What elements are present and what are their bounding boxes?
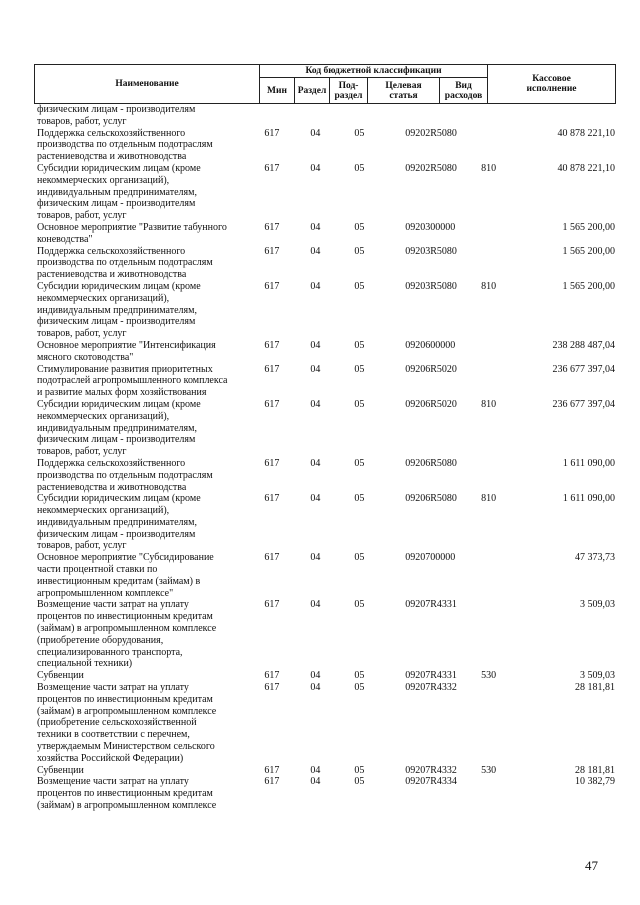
- row-razdel: 04: [310, 776, 321, 788]
- row-name-line: Основное мероприятие "Интенсификация: [37, 339, 216, 351]
- header-statya: [368, 78, 440, 104]
- row-min: 617: [264, 599, 280, 611]
- table-row: [34, 552, 615, 599]
- row-razdel: 04: [310, 245, 321, 257]
- row-statya: 09207R4334: [405, 776, 457, 788]
- row-name-line: Возмещение части затрат на уплату: [37, 776, 189, 788]
- row-razdel: 04: [310, 682, 321, 694]
- row-podrazdel: 05: [354, 764, 365, 776]
- row-name-line: товаров, работ, услуг: [37, 446, 127, 458]
- row-sum: 1 611 090,00: [562, 457, 615, 469]
- header-code-group: Код бюджетной классификации: [260, 65, 488, 78]
- row-name-line: утверждаемым Министерством сельского: [37, 741, 215, 753]
- row-razdel: 04: [310, 162, 321, 174]
- header-podrazdel-line2: раздел: [334, 90, 363, 101]
- row-vid: [475, 340, 508, 364]
- table-row: [34, 128, 615, 163]
- row-statya: 09207R4332: [405, 682, 457, 694]
- row-vid: [475, 599, 508, 670]
- row-name-line: производства по отдельным подотраслям: [37, 139, 213, 151]
- row-statya: 09206R5080: [405, 457, 457, 469]
- row-vid: 810: [481, 493, 497, 505]
- row-vid: 810: [481, 162, 497, 174]
- row-name-line: (займам) в агропромышленном комплексе: [37, 705, 217, 717]
- row-min: 617: [264, 245, 280, 257]
- row-statya: 09207R4331: [405, 599, 457, 611]
- row-name-line: некоммерческих организаций),: [37, 505, 170, 517]
- header-min: Мин: [260, 78, 295, 104]
- row-statya: 09203R5080: [405, 280, 457, 292]
- row-vid: [475, 104, 508, 128]
- row-name: [34, 682, 252, 765]
- row-name-line: растениеводства и животноводства: [37, 151, 187, 163]
- row-name-line: (займам) в агропромышленном комплексе: [37, 623, 217, 635]
- row-min: 617: [264, 776, 280, 788]
- row-sum: 10 382,79: [575, 776, 615, 788]
- row-name-line: товаров, работ, услуг: [37, 210, 127, 222]
- row-name-line: физическим лицам - производителям: [37, 316, 196, 328]
- row-min: 617: [264, 162, 280, 174]
- row-vid: [475, 682, 508, 765]
- row-razdel: 04: [310, 363, 321, 375]
- table-row: [34, 364, 615, 399]
- row-name: [34, 246, 252, 281]
- row-min: [252, 104, 298, 128]
- row-sum: 1 565 200,00: [562, 221, 615, 233]
- row-name-line: физическим лицам - производителям: [37, 198, 196, 210]
- row-name: [34, 765, 252, 777]
- row-name-line: Поддержка сельскохозяйственного: [37, 457, 186, 469]
- row-name-line: индивидуальным предпринимателям,: [37, 186, 197, 198]
- row-vid: [475, 552, 508, 599]
- row-name-line: Возмещение части затрат на уплату: [37, 599, 189, 611]
- row-sum: [508, 104, 615, 128]
- row-podrazdel: 05: [354, 599, 365, 611]
- row-podrazdel: 05: [354, 552, 365, 564]
- row-podrazdel: 05: [354, 245, 365, 257]
- row-vid: [475, 458, 508, 493]
- row-sum: 238 288 487,04: [552, 339, 615, 351]
- row-vid: [475, 128, 508, 163]
- row-name-line: части процентной ставки по: [37, 564, 158, 576]
- row-sum: 28 181,81: [575, 764, 615, 776]
- table-row: [34, 776, 615, 811]
- table-row: [34, 163, 615, 222]
- row-razdel: 04: [310, 127, 321, 139]
- row-name-line: растениеводства и животноводства: [37, 269, 187, 281]
- row-name: [34, 104, 252, 128]
- table-body: [34, 104, 615, 812]
- row-min: 617: [264, 127, 280, 139]
- row-name-line: производства по отдельным подотраслям: [37, 257, 213, 269]
- row-min: 617: [264, 398, 280, 410]
- row-podrazdel: 05: [354, 457, 365, 469]
- row-name-line: процентов по инвестиционным кредитам: [37, 693, 213, 705]
- row-name-line: некоммерческих организаций),: [37, 174, 170, 186]
- row-sum: 40 878 221,10: [557, 162, 615, 174]
- row-podrazdel: [344, 104, 391, 128]
- row-min: 617: [264, 552, 280, 564]
- header-razdel: Раздел: [295, 78, 330, 104]
- row-podrazdel: 05: [354, 280, 365, 292]
- row-sum: 3 509,03: [580, 599, 615, 611]
- row-statya: 09206R5080: [405, 493, 457, 505]
- row-name: [34, 399, 252, 458]
- page-number: 47: [585, 858, 598, 873]
- table-row: [34, 340, 615, 364]
- row-name-line: индивидуальным предпринимателям,: [37, 516, 197, 528]
- row-vid: 530: [481, 764, 497, 776]
- row-podrazdel: 05: [354, 682, 365, 694]
- row-sum: 1 565 200,00: [562, 280, 615, 292]
- row-name-line: некоммерческих организаций),: [37, 292, 170, 304]
- row-min: 617: [264, 493, 280, 505]
- row-razdel: 04: [310, 552, 321, 564]
- row-sum: 236 677 397,04: [552, 398, 615, 410]
- row-podrazdel: 05: [354, 221, 365, 233]
- row-name-line: специальной техники): [37, 658, 133, 670]
- row-name-line: процентов по инвестиционным кредитам: [37, 611, 213, 623]
- row-name-line: агропромышленном комплексе": [37, 587, 174, 599]
- row-name-line: Субвенции: [37, 764, 84, 776]
- row-sum: 3 509,03: [580, 670, 615, 682]
- row-min: 617: [264, 764, 280, 776]
- row-name-line: техники в соответствии с перечнем,: [37, 729, 190, 741]
- row-name-line: Субсидии юридическим лицам (кроме: [37, 280, 201, 292]
- row-min: 617: [264, 221, 280, 233]
- row-name-line: растениеводства и животноводства: [37, 481, 187, 493]
- row-name-line: Субсидии юридическим лицам (кроме: [37, 398, 201, 410]
- row-name: [34, 493, 252, 552]
- table-header: [34, 64, 616, 104]
- header-kassa-line1: Кассовое: [532, 74, 571, 84]
- row-razdel: 04: [310, 457, 321, 469]
- row-vid: [475, 222, 508, 246]
- row-sum: 28 181,81: [575, 682, 615, 694]
- row-name-line: Субсидии юридическим лицам (кроме: [37, 493, 201, 505]
- row-name: [34, 599, 252, 670]
- row-name-line: и развитие малых форм хозяйствования: [37, 387, 207, 399]
- row-podrazdel: 05: [354, 339, 365, 351]
- table-row: [34, 399, 615, 458]
- row-name-line: процентов по инвестиционным кредитам: [37, 788, 213, 800]
- row-min: 617: [264, 280, 280, 292]
- row-name: [34, 458, 252, 493]
- row-razdel: 04: [310, 670, 321, 682]
- row-podrazdel: 05: [354, 493, 365, 505]
- row-name-line: производства по отдельным подотраслям: [37, 469, 213, 481]
- row-min: 617: [264, 457, 280, 469]
- header-podrazdel-line1: Под-: [338, 80, 359, 91]
- row-name: [34, 128, 252, 163]
- row-name-line: (приобретение оборудования,: [37, 634, 164, 646]
- row-statya: 0920300000: [405, 221, 456, 233]
- row-min: 617: [264, 670, 280, 682]
- row-name-line: мясного скотоводства": [37, 351, 134, 363]
- row-razdel: 04: [310, 221, 321, 233]
- row-min: 617: [264, 363, 280, 375]
- row-statya: 09207R4331: [405, 670, 457, 682]
- row-name-line: товаров, работ, услуг: [37, 328, 127, 340]
- row-razdel: 04: [310, 339, 321, 351]
- row-name-line: Субсидии юридическим лицам (кроме: [37, 162, 201, 174]
- row-vid: [475, 776, 508, 811]
- row-sum: 1 565 200,00: [562, 245, 615, 257]
- row-sum: 40 878 221,10: [557, 127, 615, 139]
- header-kassa: [488, 65, 616, 104]
- table-row: [34, 493, 615, 552]
- row-name-line: Поддержка сельскохозяйственного: [37, 245, 186, 257]
- row-name-line: Стимулирование развития приоритетных: [37, 363, 213, 375]
- row-name-line: Субвенции: [37, 670, 84, 682]
- table-row: [34, 765, 615, 777]
- row-razdel: 04: [310, 398, 321, 410]
- header-vid-line2: расходов: [444, 90, 483, 101]
- row-name-line: физическим лицам - производителям: [37, 104, 196, 115]
- table-row: [34, 246, 615, 281]
- header-statya-line2: статья: [389, 90, 418, 101]
- row-name-line: товаров, работ, услуг: [37, 540, 127, 552]
- row-name: [34, 163, 252, 222]
- row-statya: 09202R5080: [405, 127, 457, 139]
- table-row: [34, 458, 615, 493]
- row-name-line: Возмещение части затрат на уплату: [37, 682, 189, 694]
- table-row: [34, 670, 615, 682]
- row-name: [34, 552, 252, 599]
- row-razdel: 04: [310, 599, 321, 611]
- header-vid: [440, 78, 488, 104]
- row-sum: 47 373,73: [575, 552, 615, 564]
- row-statya: 09203R5080: [405, 245, 457, 257]
- row-name-line: специализированного транспорта,: [37, 646, 183, 658]
- header-statya-line1: Целевая: [385, 80, 422, 91]
- row-name-line: Основное мероприятие "Развитие табунного: [37, 221, 227, 233]
- row-vid: 810: [481, 398, 497, 410]
- header-podrazdel: [330, 78, 368, 104]
- table-row: [34, 222, 615, 246]
- row-name: [34, 281, 252, 340]
- row-razdel: [298, 104, 344, 128]
- row-name-line: физическим лицам - производителям: [37, 434, 196, 446]
- row-podrazdel: 05: [354, 776, 365, 788]
- row-name-line: (займам) в агропромышленном комплексе: [37, 800, 217, 812]
- row-name-line: товаров, работ, услуг: [37, 115, 127, 127]
- row-name-line: физическим лицам - производителям: [37, 528, 196, 540]
- row-vid: 530: [481, 670, 497, 682]
- row-podrazdel: 05: [354, 162, 365, 174]
- row-podrazdel: 05: [354, 398, 365, 410]
- row-name: [34, 670, 252, 682]
- row-vid: [475, 364, 508, 399]
- row-name-line: индивидуальным предпринимателям,: [37, 422, 197, 434]
- table-row: [34, 682, 615, 765]
- row-vid: [475, 246, 508, 281]
- row-name: [34, 340, 252, 364]
- table-row: [34, 281, 615, 340]
- row-statya: 0920700000: [405, 552, 456, 564]
- row-statya: 0920600000: [405, 339, 456, 351]
- table-row: [34, 599, 615, 670]
- row-statya: 09202R5080: [405, 162, 457, 174]
- row-name-line: индивидуальным предпринимателям,: [37, 304, 197, 316]
- row-name-line: коневодства": [37, 233, 93, 245]
- row-name-line: некоммерческих организаций),: [37, 410, 170, 422]
- row-statya: [391, 104, 475, 128]
- row-name: [34, 364, 252, 399]
- header-vid-line1: Вид: [455, 80, 472, 91]
- row-name-line: Основное мероприятие "Субсидирование: [37, 552, 214, 564]
- row-name-line: (приобретение сельскохозяйственной: [37, 717, 197, 729]
- row-vid: 810: [481, 280, 497, 292]
- row-name: [34, 776, 252, 811]
- table-row: [34, 104, 615, 128]
- row-podrazdel: 05: [354, 670, 365, 682]
- row-sum: 1 611 090,00: [562, 493, 615, 505]
- row-sum: 236 677 397,04: [552, 363, 615, 375]
- row-name: [34, 222, 252, 246]
- row-name-line: подотраслей агропромышленного комплекса: [37, 375, 228, 387]
- row-name-line: Поддержка сельскохозяйственного: [37, 127, 186, 139]
- row-min: 617: [264, 339, 280, 351]
- row-statya: 09206R5020: [405, 363, 457, 375]
- row-podrazdel: 05: [354, 363, 365, 375]
- row-name-line: инвестиционным кредитам (займам) в: [37, 575, 201, 587]
- header-kassa-line2: исполнение: [526, 84, 577, 94]
- row-name-line: хозяйства Российской Федерации): [37, 752, 184, 764]
- row-razdel: 04: [310, 280, 321, 292]
- row-statya: 09207R4332: [405, 764, 457, 776]
- row-min: 617: [264, 682, 280, 694]
- row-statya: 09206R5020: [405, 398, 457, 410]
- row-razdel: 04: [310, 764, 321, 776]
- row-razdel: 04: [310, 493, 321, 505]
- row-podrazdel: 05: [354, 127, 365, 139]
- header-name: Наименование: [35, 65, 260, 104]
